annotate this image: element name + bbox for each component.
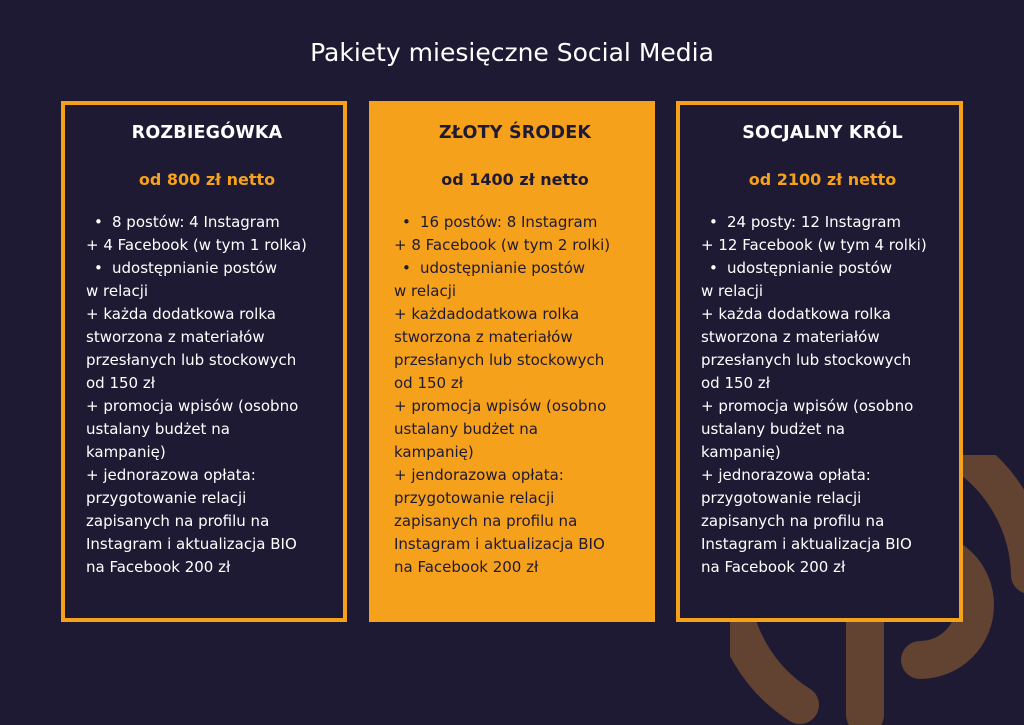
package-description [701,211,944,579]
list-item-continuation: + promocja wpisów (osobno [86,397,299,415]
list-item-continuation: w relacji [701,282,764,300]
list-item-continuation: w relacji [394,282,457,300]
list-item-continuation: zapisanych na profilu na [701,512,885,530]
list-item-continuation: + 8 Facebook (w tym 2 rolki) [394,236,611,254]
list-item-continuation: zapisanych na profilu na [394,512,578,530]
list-item-continuation: + każdadodatkowa rolka [394,305,580,323]
list-item-continuation: przygotowanie relacji [394,489,555,507]
list-item-continuation: przesłanych lub stockowych [86,351,297,369]
package-price: od 1400 zł netto [441,170,589,189]
list-item-continuation: stworzona z materiałów [86,328,265,346]
list-item-continuation: kampanię) [86,443,166,461]
bullet-icon: • [402,259,411,277]
page-title: Pakiety miesięczne Social Media [310,38,714,67]
package-description [394,211,636,579]
list-item: • 8 postów: 4 Instagram [86,211,328,234]
list-item-continuation: na Facebook 200 zł [701,558,846,576]
list-item-continuation: od 150 zł [394,374,464,392]
list-item-continuation: ustalany budżet na [394,420,538,438]
list-item: • 16 postów: 8 Instagram [394,211,636,234]
list-item-continuation: od 150 zł [701,374,771,392]
package-price: od 2100 zł netto [748,170,897,189]
package-card-zloty-srodek [369,101,655,622]
list-item-continuation: Instagram i aktualizacja BIO [701,535,912,553]
list-item-continuation: na Facebook 200 zł [86,558,231,576]
list-item-continuation: + promocja wpisów (osobno [394,397,607,415]
list-item-continuation: + każda dodatkowa rolka [86,305,276,323]
bullet-icon: • [94,213,103,231]
list-item-continuation: w relacji [86,282,149,300]
list-item-continuation: przesłanych lub stockowych [701,351,912,369]
list-item-continuation: stworzona z materiałów [394,328,573,346]
bullet-icon: • [402,213,411,231]
list-item-continuation: kampanię) [701,443,781,461]
list-item-continuation: kampanię) [394,443,474,461]
list-item-continuation: ustalany budżet na [701,420,845,438]
package-name: SOCJALNY KRÓL [742,123,903,143]
list-item: • 24 posty: 12 Instagram [701,211,944,234]
list-item-continuation: zapisanych na profilu na [86,512,270,530]
list-item-continuation: Instagram i aktualizacja BIO [86,535,297,553]
package-price: od 800 zł netto [138,170,276,189]
list-item-continuation: od 150 zł [86,374,156,392]
bullet-icon: • [709,259,718,277]
list-item: • udostępnianie postów [701,257,944,280]
list-item-continuation: + jednorazowa opłata: [701,466,871,484]
package-description [86,211,328,579]
list-item-continuation: + każda dodatkowa rolka [701,305,891,323]
list-item-continuation: przygotowanie relacji [86,489,247,507]
list-item-continuation: + jednorazowa opłata: [86,466,256,484]
list-item-continuation: + promocja wpisów (osobno [701,397,914,415]
list-item-continuation: stworzona z materiałów [701,328,880,346]
bullet-icon: • [94,259,103,277]
list-item-continuation: ustalany budżet na [86,420,230,438]
list-item-continuation: + 12 Facebook (w tym 4 rolki) [701,236,927,254]
package-name: ROZBIEGÓWKA [131,123,283,143]
list-item: • udostępnianie postów [394,257,636,280]
list-item-continuation: Instagram i aktualizacja BIO [394,535,605,553]
list-item-continuation: na Facebook 200 zł [394,558,539,576]
list-item-continuation: + 4 Facebook (w tym 1 rolka) [86,236,307,254]
list-item-continuation: przesłanych lub stockowych [394,351,605,369]
list-item: • udostępnianie postów [86,257,328,280]
package-card-rozbiegowka [61,101,347,622]
list-item-continuation: + jendorazowa opłata: [394,466,564,484]
list-item-continuation: przygotowanie relacji [701,489,862,507]
package-card-socjalny-krol [676,101,963,622]
bullet-icon: • [709,213,718,231]
package-name: ZŁOTY ŚRODEK [438,123,592,143]
